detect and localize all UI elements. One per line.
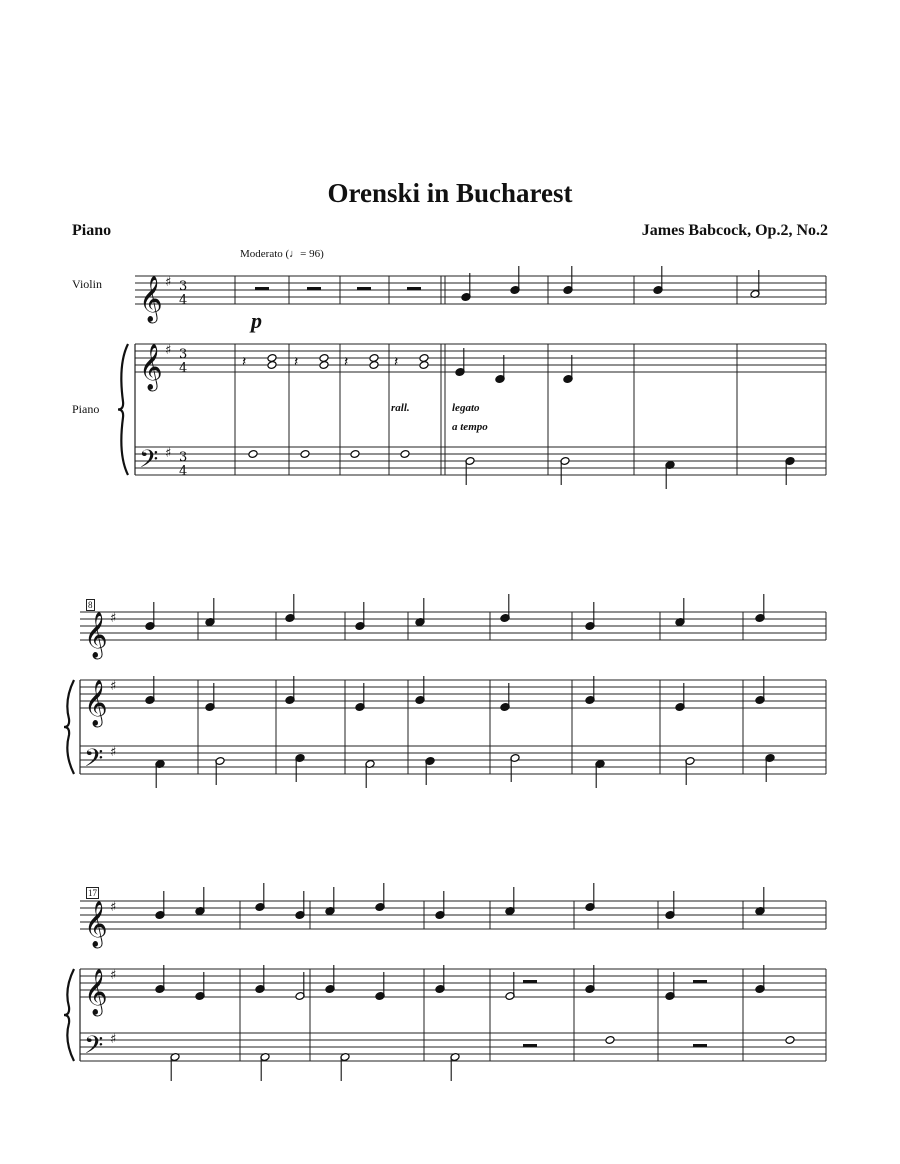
key-sharp: ♯ — [110, 611, 117, 626]
staff — [80, 680, 826, 708]
key-sharp: ♯ — [110, 900, 117, 915]
staff — [80, 901, 826, 929]
treble-clef: 𝄞 — [84, 612, 108, 658]
brace — [64, 969, 74, 1061]
whole-rest — [693, 1044, 707, 1047]
key-sharp: ♯ — [165, 275, 172, 290]
staff — [135, 447, 826, 475]
quarter-rest: 𝄽 — [344, 354, 349, 370]
staff — [80, 612, 826, 640]
notehead — [248, 450, 258, 459]
whole-rest — [357, 287, 371, 290]
treble-clef: 𝄞 — [84, 969, 108, 1015]
notehead — [785, 1036, 795, 1045]
staff — [80, 969, 826, 997]
notehead — [300, 450, 310, 459]
part-name: Piano — [72, 222, 112, 239]
rall-marking: rall. — [391, 402, 410, 414]
composer-credit: James Babcock, Op.2, No.2 — [641, 222, 828, 239]
a-tempo-marking: a tempo — [452, 421, 488, 433]
time-sig: 3 — [179, 347, 188, 362]
notehead — [267, 361, 277, 370]
quarter-rest: 𝄽 — [242, 354, 247, 370]
notehead — [605, 1036, 615, 1045]
notehead — [369, 361, 379, 370]
time-sig: 3 — [179, 279, 188, 294]
notehead — [350, 450, 360, 459]
staff — [135, 276, 826, 304]
quarter-rest: 𝄽 — [294, 354, 299, 370]
key-sharp: ♯ — [110, 968, 117, 983]
time-sig: 4 — [179, 361, 188, 376]
dynamic-marking: p — [251, 308, 262, 333]
key-sharp: ♯ — [110, 679, 117, 694]
tempo-marking: Moderato (♩= 96) — [240, 248, 324, 260]
notehead — [400, 450, 410, 459]
treble-clef: 𝄞 — [139, 276, 163, 322]
bass-clef: 𝄢 — [84, 1031, 104, 1066]
legato-marking: legato — [452, 402, 480, 414]
brace — [118, 344, 128, 475]
time-sig: 4 — [179, 293, 188, 308]
bass-clef: 𝄢 — [84, 744, 104, 779]
whole-rest — [523, 1044, 537, 1047]
whole-rest — [693, 980, 707, 983]
treble-clef: 𝄞 — [84, 901, 108, 947]
whole-rest — [255, 287, 269, 290]
whole-rest — [523, 980, 537, 983]
time-sig: 3 — [179, 450, 188, 465]
brace — [64, 680, 74, 774]
whole-rest — [407, 287, 421, 290]
staff — [80, 746, 826, 774]
quarter-rest: 𝄽 — [394, 354, 399, 370]
whole-rest — [307, 287, 321, 290]
piano-label: Piano — [72, 402, 100, 416]
key-sharp: ♯ — [110, 745, 117, 760]
bass-clef: 𝄢 — [139, 445, 159, 480]
key-sharp: ♯ — [165, 446, 172, 461]
measure-number-8: 8 — [88, 600, 93, 610]
piece-title: Orenski in Bucharest — [327, 178, 573, 208]
notehead — [319, 361, 329, 370]
treble-clef: 𝄞 — [139, 344, 163, 390]
staff — [135, 344, 826, 372]
treble-clef: 𝄞 — [84, 680, 108, 726]
measure-number-17: 17 — [88, 888, 97, 898]
notehead — [419, 361, 429, 370]
key-sharp: ♯ — [165, 343, 172, 358]
time-sig: 4 — [179, 464, 188, 479]
key-sharp: ♯ — [110, 1032, 117, 1047]
violin-label: Violin — [72, 277, 102, 291]
